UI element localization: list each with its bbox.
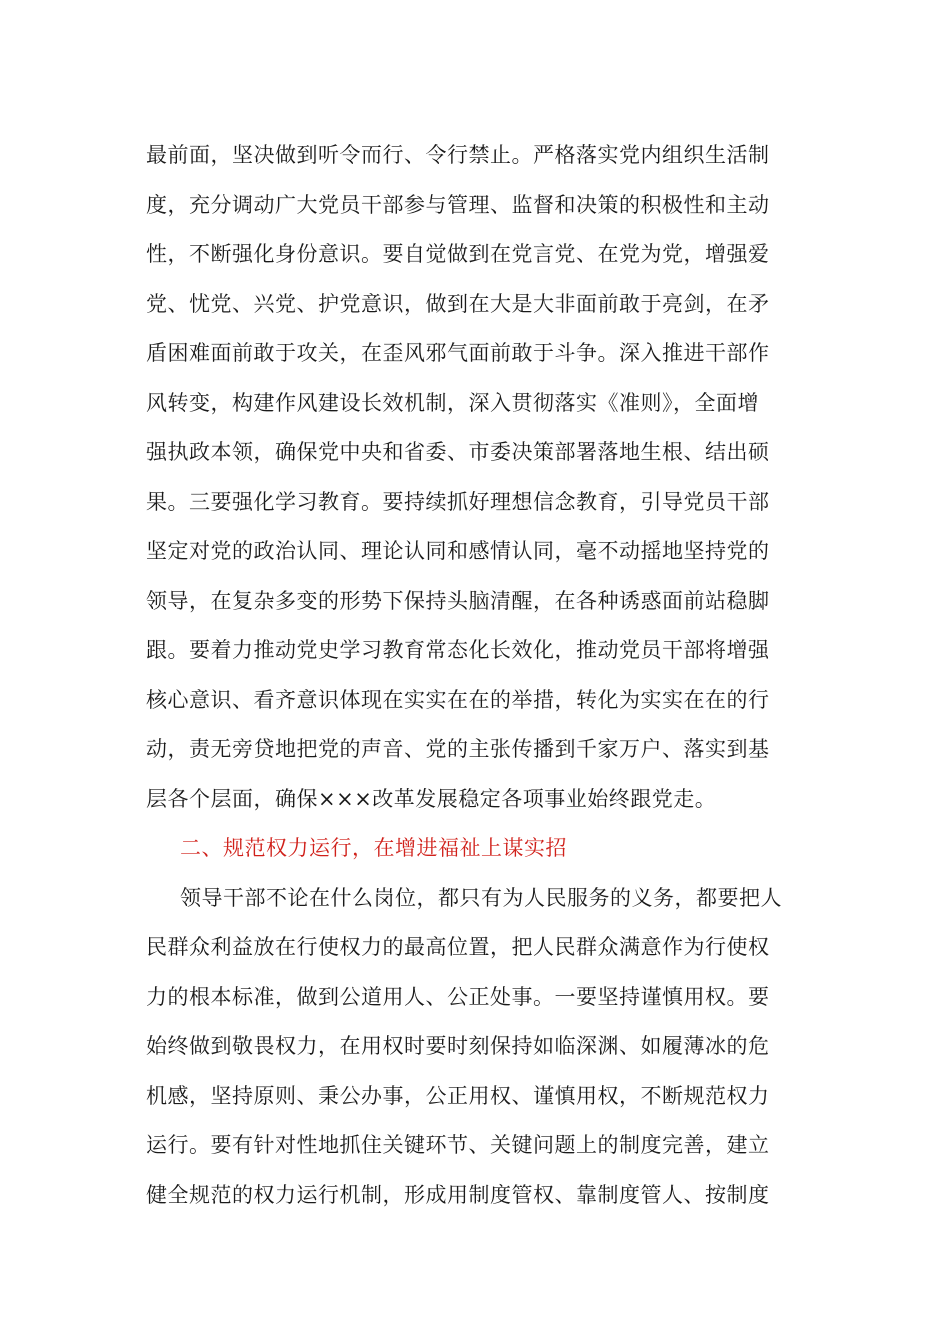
text-line: 运行。要有针对性地抓住关键环节、关键问题上的制度完善，建立 xyxy=(146,1133,770,1157)
text-line: 动，责无旁贷地把党的声音、党的主张传播到千家万户、落实到基 xyxy=(146,737,770,761)
text-line: 盾困难面前敢于攻关，在歪风邪气面前敢于斗争。深入推进干部作 xyxy=(146,341,770,365)
text-line: 健全规范的权力运行机制，形成用制度管权、靠制度管人、按制度 xyxy=(146,1182,770,1207)
text-line: 层各个层面，确保×××改革发展稳定各项事业始终跟党走。 xyxy=(146,786,717,811)
text-line: 风转变，构建作风建设长效机制，深入贯彻落实《准则》，全面增 xyxy=(146,390,759,415)
section-heading: 二、规范权力运行，在增进福祉上谋实招 xyxy=(180,836,567,860)
text-line: 性，不断强化身份意识。要自觉做到在党言党、在党为党，增强爱 xyxy=(146,242,770,266)
text-line: 最前面，坚决做到听令而行、令行禁止。严格落实党内组织生活制 xyxy=(146,143,770,167)
text-line: 民群众利益放在行使权力的最高位置，把人民群众满意作为行使权 xyxy=(146,935,770,959)
text-line: 跟。要着力推动党史学习教育常态化长效化，推动党员干部将增强 xyxy=(146,638,770,662)
text-line: 领导干部不论在什么岗位，都只有为人民服务的义务，都要把人 xyxy=(180,885,782,910)
text-line: 强执政本领，确保党中央和省委、市委决策部署落地生根、结出硕 xyxy=(146,440,770,464)
text-line: 机感，坚持原则、秉公办事，公正用权、谨慎用权，不断规范权力 xyxy=(146,1083,770,1108)
text-line: 党、忧党、兴党、护党意识，做到在大是大非面前敢于亮剑，在矛 xyxy=(146,291,770,316)
text-line: 坚定对党的政治认同、理论认同和感情认同，毫不动摇地坚持党的 xyxy=(146,539,770,563)
document-body xyxy=(146,131,806,1220)
text-line: 果。三要强化学习教育。要持续抓好理想信念教育，引导党员干部 xyxy=(146,489,770,514)
text-line: 度，充分调动广大党员干部参与管理、监督和决策的积极性和主动 xyxy=(146,192,770,217)
text-line: 始终做到敬畏权力，在用权时要时刻保持如临深渊、如履薄冰的危 xyxy=(146,1034,770,1058)
text-line: 力的根本标准，做到公道用人、公正处事。一要坚持谨慎用权。要 xyxy=(146,984,770,1009)
text-line: 领导，在复杂多变的形势下保持头脑清醒，在各种诱惑面前站稳脚 xyxy=(146,588,770,613)
text-line: 核心意识、看齐意识体现在实实在在的举措，转化为实实在在的行 xyxy=(146,687,770,712)
